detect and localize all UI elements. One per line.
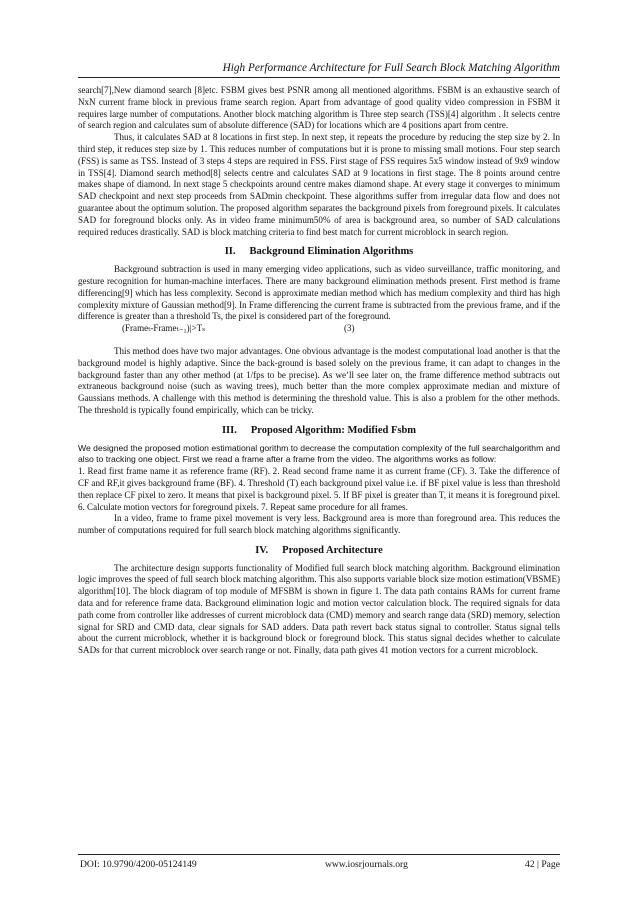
section-heading-3 (78, 425, 560, 437)
paragraph-pixel-movement: In a video, frame to frame pixel movement is very less. Background area is more than foreground area. This reduces the number of computations required for full search block matching algorithms significantly. (78, 513, 560, 536)
footer-website: www.iosrjournals.org (325, 859, 408, 870)
section-title: Background Elimination Algorithms (249, 246, 414, 258)
running-title: High Performance Architecture for Full Search Block Matching Algorithm (222, 62, 560, 74)
paragraph-architecture: The architecture design supports functionality of Modified full search block matching algorithm. Background elimination logic improves the speed of full search block matching algorithm. This also supports variable block size motion estimation(VBSME) algorithm[10]. The block diagram of top module of MFSBM is shown in figure 1. The data path contains RAMs for current frame data and for reference frame data. Background elimination logic and motion vector calculation block. The required signals for data path come from controller like addresses of current microblock data (CMD) memory and search range data (SRD) memory, selection signal for SRD and CMD data, clear signals for SAD adders. Data path revert back status signal to controller. Status signal tells about the current microblock, whether it is background block or foreground block. This status signal decides whether to calculate SADs for that current microblock over search range or not. Finally, data path gives 41 motion vectors for a current microblock. (78, 562, 560, 656)
header-rule (78, 77, 560, 78)
body-text (78, 85, 560, 657)
section-heading-4 (78, 545, 560, 557)
paragraph-background-subtraction: Background subtraction is used in many emerging video applications, such as video surveillance, traffic monitoring, and gesture recognition for human-machine interfaces. There are many background elimination methods present. First method is frame differencing[9] which has less complexity. Second is approximate median method which has medium complexity and third has high complexity mixture of Gaussian method[9]. In Frame differencing the current frame is subtracted from the previous frame, and if the difference is greater than a threshold Ts, the pixel is considered part of the foreground. (78, 264, 560, 322)
section-number: II. (224, 246, 236, 258)
section-heading-2 (78, 246, 560, 258)
footer-page-number: 42 | Page (525, 859, 560, 870)
equation-text: (Frameₜ-Frameₜ₋₁)|>Tₛ (122, 323, 206, 334)
equation-number: (3) (344, 323, 355, 334)
section-title: Proposed Algorithm: Modified Fsbm (250, 424, 417, 436)
journal-page (78, 0, 560, 902)
footer-doi: DOI: 10.9790/4200-05124149 (80, 859, 197, 870)
paragraph-frame-difference-advantages: This method does have two major advantages. One obvious advantage is the modest computational load another is that the background model is highly adaptive. Since the back-ground is based solely on the previous frame, it can adapt to changes in the background faster than any other method (at 1/fps to be precise). As we’ll see later on, the frame difference method subtracts out extraneous background noise (such as waving trees), much better than the more complex approximate median and mixture of Gaussians methods. A challenge with this method is determining the threshold value. This is also a problem for the other methods. The threshold is typically found empirically, which can be tricky. (78, 345, 560, 415)
paragraph-intro-continued: search[7],New diamond search [8]etc. FSBM gives best PSNR among all mentioned algorithms. FSBM is an exhaustive search of NxN current frame block in previous frame search region. Apart from advantage of good quality video compression in FSBM it requires large number of computations. Another block matching algorithm is Three step search (TSS)[4] algorithm . It selects centre of search region and calculates sum of absolute difference (SAD) for locations which are 4 positions apart from centre. (78, 85, 560, 131)
paragraph-tss-fss-ds: Thus, it calculates SAD at 8 locations in first step. In next step, it repeats the procedure by reducing the step size by 2. In third step, it reduces step size by 1. This reduces number of computations but it is prone to missing small motions. Four step search (FSS) is same as TSS. Instead of 3 steps 4 steps are required in FSS. First stage of FSS requires 5x5 window instead of 9x9 window in TSS[4]. Diamond search method[8] selects centre and calculates SAD at 9 locations in first stage. The 8 points around centre makes shape of diamond. In next stage 5 checkpoints around centre makes diamond shape. At every stage it converges to minimum SAD checkpoint and next step proceeds from SADmin checkpoint. These algorithms suffer from irregular data flow and does not guarantee about the optimum solution. The proposed algorithm separates the background pixels from foreground pixels. It calculates SAD for foreground blocks only. As in video frame minimum50% of area is background area, so number of SAD calculations required reduces drastically. SAD is block matching criteria to find best match for current microblock in search region. (78, 132, 560, 237)
equation-3 (78, 323, 560, 335)
section-number: III. (221, 424, 237, 436)
paragraph-algorithm-steps: 1. Read first frame name it as reference frame (RF). 2. Read second frame name it as current frame (CF). 3. Take the difference of CF and RF,it gives background frame (BF). 4. Threshold (T) each background pixel value i.e. if BF pixel value is less than threshold then replace CF pixel to zero. It means that pixel is background pixel. 5. If BF pixel is greater than T, it means it is foreground pixel. 6. Calculate motion vectors for foreground pixels. 7. Repeat same procedure for all frames. (78, 466, 560, 512)
section-title: Proposed Architecture (282, 544, 383, 556)
paragraph-proposed-algorithm: We designed the proposed motion estimational gorithm to decrease the computation complexity of the full searchalgorithm and also to tracking one object. First we read a frame after a frame from the video. The algorithms works as follow: (78, 442, 560, 465)
footer-rule (78, 854, 560, 855)
section-number: IV. (255, 544, 269, 556)
